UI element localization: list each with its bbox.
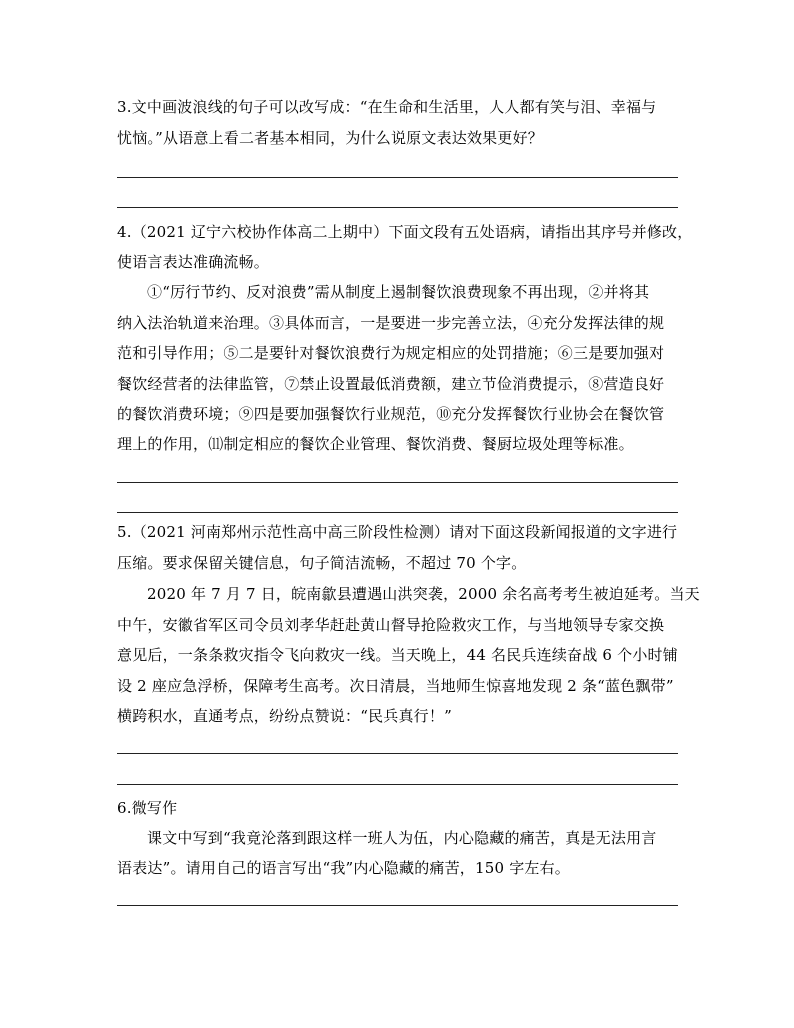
answer-line [117,753,678,754]
q4-line-7: 的餐饮消费环境；⑨四是要加强餐饮行业规范，⑩充分发挥餐饮行业协会在餐饮管 [117,405,665,423]
answer-line [117,482,678,483]
q4-line-1: 4.（2021 辽宁六校协作体高二上期中）下面文段有五处语病，请指出其序号并修改， [117,223,693,241]
q4-line-3: ①“厉行节约、反对浪费”需从制度上遏制餐饮浪费现象不再出现，②并将其 [147,283,650,301]
q4-line-4: 纳入法治轨道来治理。③具体而言，一是要进一步完善立法，④充分发挥法律的规 [117,314,665,332]
q6-line-1: 6.微写作 [117,799,178,817]
q3-line-2: 忧恼。”从语意上看二者基本相同，为什么说原文表达效果更好？ [117,129,543,147]
q5-line-1: 5.（2021 河南郑州示范性高中高三阶段性检测）请对下面这段新闻报道的文字进行 [117,523,678,541]
answer-line [117,207,678,208]
answer-line [117,512,678,513]
q5-line-2: 压缩。要求保留关键信息，句子简洁流畅，不超过 70 个字。 [117,554,527,572]
answer-line [117,177,678,178]
q3-line-1: 3.文中画波浪线的句子可以改写成：“在生命和生活里，人人都有笑与泪、幸福与 [117,98,657,116]
answer-line [117,784,678,785]
q5-line-4: 中午，安徽省军区司令员刘孝华赶赴黄山督导抢险救灾工作，与当地领导专家交换 [117,616,665,634]
q6-line-2: 课文中写到“我竟沦落到跟这样一班人为伍，内心隐藏的痛苦，真是无法用言 [147,829,657,847]
answer-line [117,905,678,906]
q4-line-2: 使语言表达准确流畅。 [117,253,270,271]
q4-line-6: 餐饮经营者的法律监管，⑦禁止设置最低消费额，建立节俭消费提示，⑧营造良好 [117,375,665,393]
q5-line-7: 横跨积水，直通考点，纷纷点赞说：“民兵真行！” [117,707,452,725]
q4-line-8: 理上的作用，⑾制定相应的餐饮企业管理、餐饮消费、餐厨垃圾处理等标准。 [117,435,634,453]
q6-line-3: 语表达”。请用自己的语言写出“我”内心隐藏的痛苦，150 字左右。 [117,859,571,877]
q5-line-5: 意见后，一条条救灾指令飞向救灾一线。当天晚上，44 名民兵连续奋战 6 个小时铺 [117,646,678,664]
q4-line-5: 范和引导作用；⑤二是要针对餐饮浪费行为规定相应的处罚措施；⑥三是要加强对 [117,344,665,362]
q5-line-6: 设 2 座应急浮桥，保障考生高考。次日清晨，当地师生惊喜地发现 2 条“蓝色飘带” [117,677,674,695]
q5-line-3: 2020 年 7 月 7 日，皖南歙县遭遇山洪突袭，2000 余名高考考生被迫延考。当天 [147,585,700,603]
